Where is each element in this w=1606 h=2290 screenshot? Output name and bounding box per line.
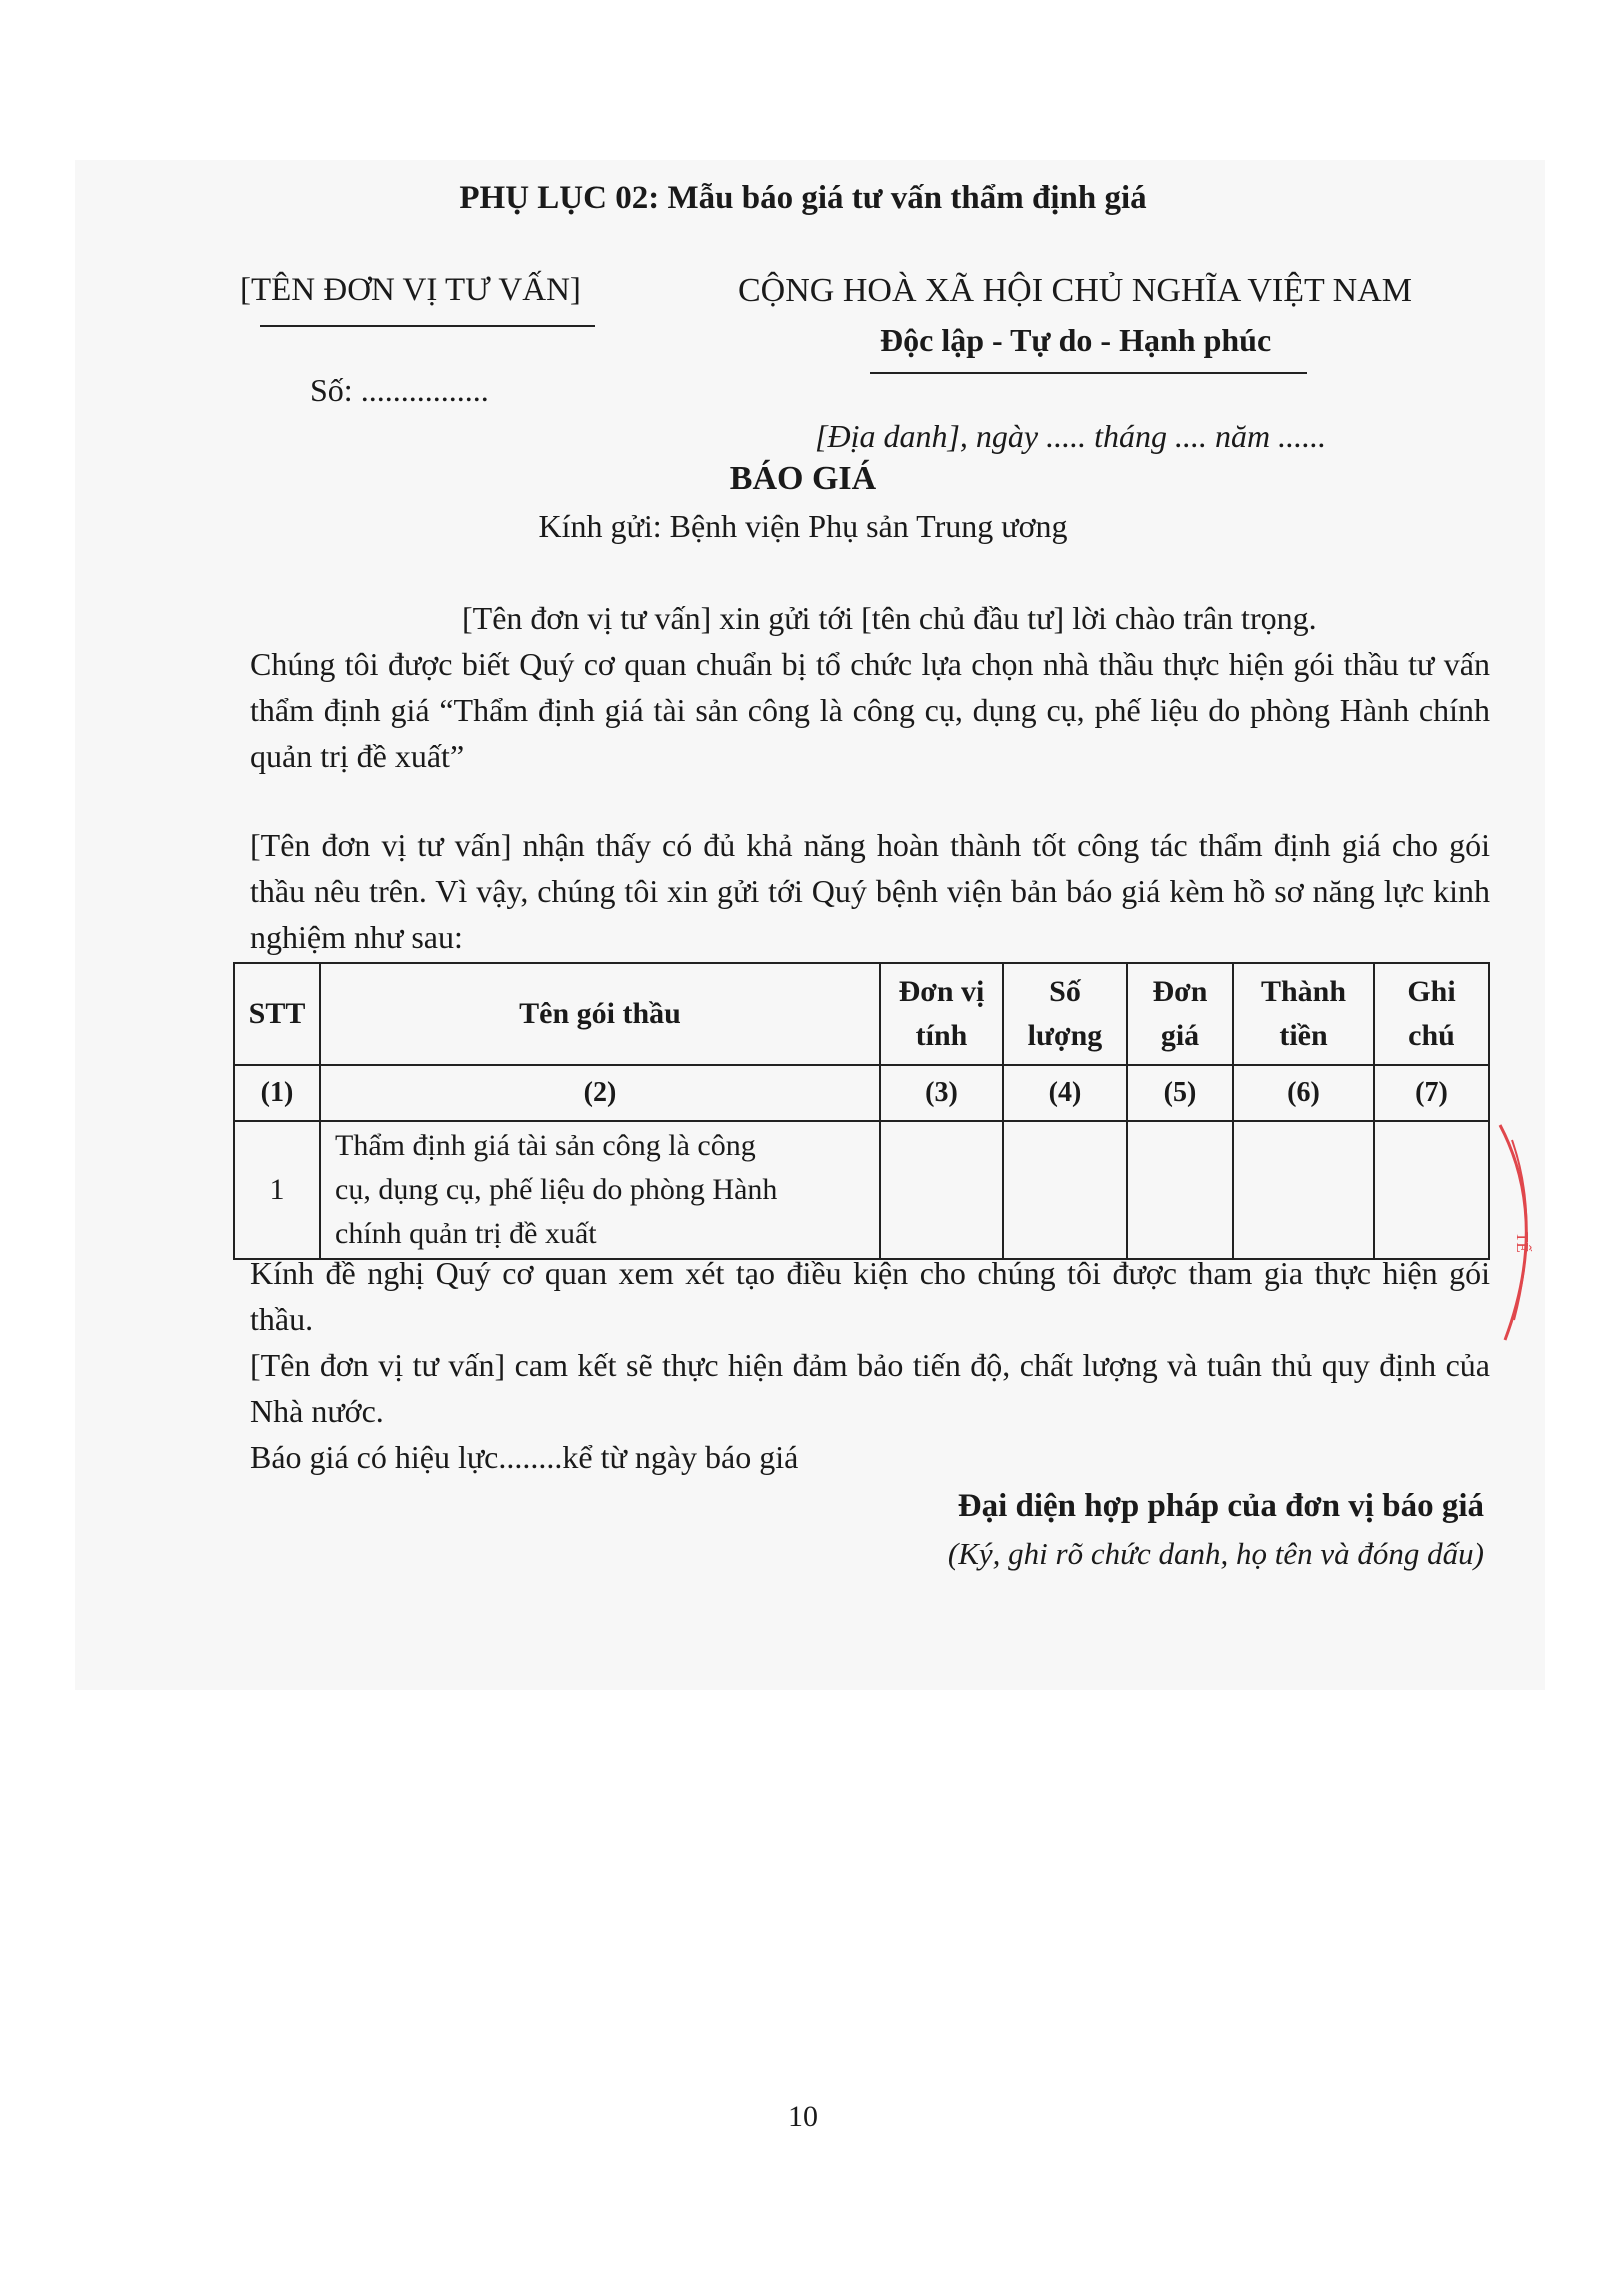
consulting-unit-name: [TÊN ĐƠN VỊ TƯ VẤN] xyxy=(240,272,581,308)
red-seal-fragment-icon xyxy=(1490,1120,1560,1350)
index-cell: (1) xyxy=(234,1065,320,1121)
header-amount: Thành tiền xyxy=(1233,963,1374,1065)
closing-section xyxy=(250,1250,1490,1480)
page-number: 10 xyxy=(788,2100,818,2133)
signature-instruction: (Ký, ghi rõ chức danh, họ tên và đóng dấu) xyxy=(947,1536,1484,1571)
closing-request: Kính đề nghị Quý cơ quan xem xét tạo điều kiện cho chúng tôi được tham gia thực hiện gói thầu. xyxy=(250,1255,1490,1337)
table-row xyxy=(234,1121,1489,1259)
index-cell: (3) xyxy=(880,1065,1003,1121)
svg-text:TẾ: TẾ xyxy=(1513,1232,1532,1253)
index-cell: (2) xyxy=(320,1065,880,1121)
table-header-row xyxy=(234,963,1489,1065)
row-package-name: Thẩm định giá tài sản công là công cụ, dụng cụ, phế liệu do phòng Hành chính quản trị đề xuất xyxy=(320,1121,880,1259)
national-motto: Độc lập - Tự do - Hạnh phúc xyxy=(880,322,1272,358)
nation-name: CỘNG HOÀ XÃ HỘI CHỦ NGHĨA VIỆT NAM xyxy=(738,272,1413,309)
intro-text: Chúng tôi được biết Quý cơ quan chuẩn bị tổ chức lựa chọn nhà thầu thực hiện gói thầu tư vấn thẩm định giá “Thẩm định giá tài sản công là công cụ, dụng cụ, phế liệu do phòng Hành chính quản trị đề xuất” xyxy=(250,646,1490,774)
row-unit xyxy=(880,1121,1003,1259)
appendix-title: PHỤ LỤC 02: Mẫu báo giá tư vấn thẩm định giá xyxy=(459,180,1147,216)
capability-paragraph: [Tên đơn vị tư vấn] nhận thấy có đủ khả năng hoàn thành tốt công tác thẩm định giá cho gói thầu nêu trên. Vì vậy, chúng tôi xin gửi tới Quý bệnh viện bản báo giá kèm hồ sơ năng lực kinh nghiệm như sau: xyxy=(250,827,1490,955)
table-index-row xyxy=(234,1065,1489,1121)
header-note: Ghi chú xyxy=(1374,963,1489,1065)
header-package-name: Tên gói thầu xyxy=(320,963,880,1065)
signatory-title: Đại diện hợp pháp của đơn vị báo giá xyxy=(957,1488,1484,1524)
row-amount xyxy=(1233,1121,1374,1259)
quote-table xyxy=(233,962,1490,1260)
place-and-date: [Địa danh], ngày ..... tháng .... năm ...... xyxy=(815,418,1327,454)
index-cell: (4) xyxy=(1003,1065,1127,1121)
closing-commitment: [Tên đơn vị tư vấn] cam kết sẽ thực hiện đảm bảo tiến độ, chất lượng và tuân thủ quy định của Nhà nước. xyxy=(250,1347,1490,1429)
intro-greeting: [Tên đơn vị tư vấn] xin gửi tới [tên chủ đầu tư] lời chào trân trọng. xyxy=(462,600,1317,636)
row-unit-price xyxy=(1127,1121,1233,1259)
row-stt: 1 xyxy=(234,1121,320,1259)
row-quantity xyxy=(1003,1121,1127,1259)
index-cell: (6) xyxy=(1233,1065,1374,1121)
index-cell: (5) xyxy=(1127,1065,1233,1121)
header-unit: Đơn vị tính xyxy=(880,963,1003,1065)
header-stt: STT xyxy=(234,963,320,1065)
row-note xyxy=(1374,1121,1489,1259)
motto-underline xyxy=(870,372,1307,374)
recipient-line: Kính gửi: Bệnh viện Phụ sản Trung ương xyxy=(538,508,1068,544)
intro-paragraph xyxy=(250,595,1490,779)
header-quantity: Số lượng xyxy=(1003,963,1127,1065)
unit-name-underline xyxy=(260,325,595,327)
document-title: BÁO GIÁ xyxy=(729,460,877,497)
quote-validity: Báo giá có hiệu lực........kể từ ngày báo giá xyxy=(250,1439,799,1475)
index-cell: (7) xyxy=(1374,1065,1489,1121)
document-number: Số: ................ xyxy=(310,372,489,408)
header-unit-price: Đơn giá xyxy=(1127,963,1233,1065)
